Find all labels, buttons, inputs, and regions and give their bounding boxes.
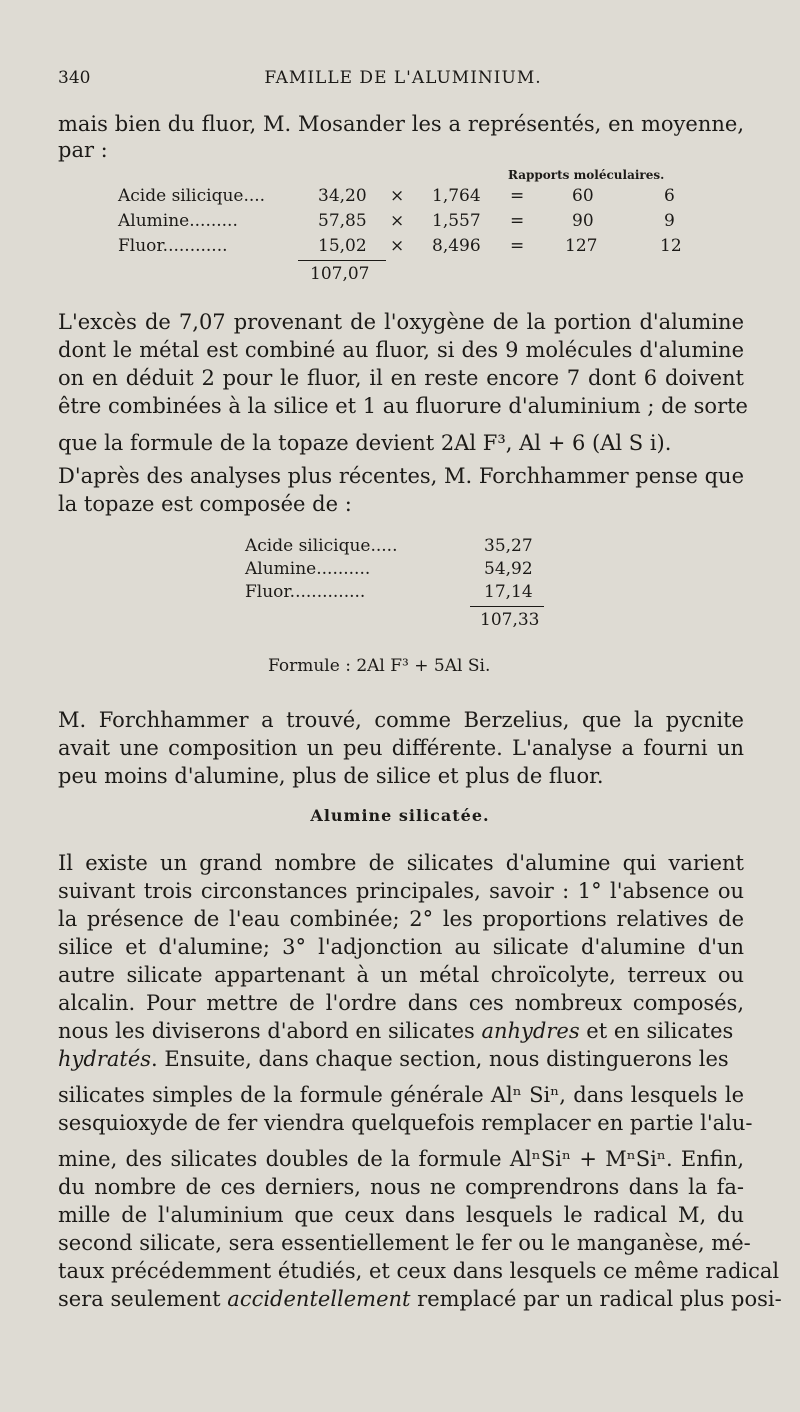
times-sign: × — [390, 186, 405, 206]
row-name: Acide silicique..... — [245, 536, 398, 556]
italic-term: anhydres — [481, 1019, 580, 1043]
row-value: 34,20 — [318, 186, 367, 206]
text-line-formula: que la formule de la topaze devient 2Al F³, Al + 6 (Al S i). — [58, 431, 672, 455]
row-value: 15,02 — [318, 236, 367, 256]
text-line: la présence de l'eau combinée; 2° les proportions relatives de — [58, 907, 744, 931]
page-header — [58, 68, 748, 92]
text-line — [58, 1045, 744, 1073]
formula: Formule : 2Al F³ + 5Al Si. — [268, 656, 491, 676]
text-line: M. Forchhammer a trouvé, comme Berzelius, que la pycnite — [58, 708, 744, 732]
text-line: sesquioxyde de fer viendra quelquefois remplacer en partie l'alu- — [58, 1111, 753, 1135]
text-line: être combinées à la silice et 1 au fluorure d'aluminium ; de sorte — [58, 394, 748, 418]
row-name: Fluor.............. — [245, 582, 366, 602]
sum-rule — [470, 606, 544, 607]
row-factor: 8,496 — [432, 236, 481, 256]
table-total: 107,33 — [480, 610, 540, 630]
text-line: alcalin. Pour mettre de l'ordre dans ces nombreux composés, — [58, 991, 744, 1015]
italic-term: accidentellement — [227, 1287, 411, 1311]
text-span: nous les diviserons d'abord en silicates — [58, 1019, 482, 1043]
italic-term: hydratés — [58, 1047, 152, 1071]
ratio: 60 — [572, 186, 594, 206]
equals-sign: = — [510, 186, 525, 206]
text-line: L'excès de 7,07 provenant de l'oxygène de la portion d'alumine — [58, 310, 744, 334]
row-value: 57,85 — [318, 211, 367, 231]
text-line: Il existe un grand nombre de silicates d'alumine qui varient — [58, 851, 744, 875]
table-total: 107,07 — [310, 264, 370, 284]
text-span: et en silicates — [579, 1019, 734, 1043]
text-line: suivant trois circonstances principales, savoir : 1° l'absence ou — [58, 879, 744, 903]
text-span: . Ensuite, dans chaque section, nous distinguerons les — [151, 1047, 729, 1071]
text-line: second silicate, sera essentiellement le fer ou le manganèse, mé- — [58, 1231, 751, 1255]
ratio: 127 — [565, 236, 598, 256]
row-value: 54,92 — [484, 559, 533, 579]
sum-rule — [298, 260, 386, 261]
times-sign: × — [390, 236, 405, 256]
text-line: mille de l'aluminium que ceux dans lesquels le radical M, du — [58, 1203, 744, 1227]
equals-sign: = — [510, 236, 525, 256]
page-number: 340 — [58, 68, 91, 88]
row-factor: 1,764 — [432, 186, 481, 206]
text-line-formula: silicates simples de la formule générale Alⁿ Siⁿ, dans lesquels le — [58, 1083, 744, 1107]
text-line: du nombre de ces derniers, nous ne comprendrons dans la fa- — [58, 1175, 744, 1199]
text-span: sera seulement — [58, 1287, 228, 1311]
row-factor: 1,557 — [432, 211, 481, 231]
text-line: D'après des analyses plus récentes, M. Forchhammer pense que — [58, 464, 744, 488]
text-line-formula: mine, des silicates doubles de la formule AlⁿSiⁿ + MⁿSiⁿ. Enfin, — [58, 1147, 744, 1171]
text-line: autre silicate appartenant à un métal chroïcolyte, terreux ou — [58, 963, 744, 987]
text-line: la topaze est composée de : — [58, 492, 352, 516]
ratio-simplified: 9 — [664, 211, 675, 231]
ratio: 90 — [572, 211, 594, 231]
table-header: Rapports moléculaires. — [508, 168, 665, 182]
row-name: Acide silicique.... — [118, 186, 266, 206]
text-span: remplacé par un radical plus posi- — [410, 1287, 782, 1311]
row-value: 35,27 — [484, 536, 533, 556]
row-name: Fluor............ — [118, 236, 228, 256]
text-line: peu moins d'alumine, plus de silice et plus de fluor. — [58, 764, 604, 788]
section-heading: Alumine silicatée. — [310, 806, 490, 825]
text-line: mais bien du fluor, M. Mosander les a représentés, en moyenne, — [58, 112, 744, 136]
ratio-simplified: 12 — [660, 236, 682, 256]
text-line: dont le métal est combiné au fluor, si des 9 molécules d'alumine — [58, 338, 744, 362]
times-sign: × — [390, 211, 405, 231]
running-title: FAMILLE DE L'ALUMINIUM. — [264, 68, 542, 88]
text-line: taux précédemment étudiés, et ceux dans lesquels ce même radical — [58, 1259, 780, 1283]
text-line: on en déduit 2 pour le fluor, il en reste encore 7 dont 6 doivent — [58, 366, 744, 390]
text-line — [58, 1285, 782, 1313]
text-line: par : — [58, 138, 108, 162]
text-line — [58, 1017, 744, 1045]
row-name: Alumine......... — [118, 211, 238, 231]
row-value: 17,14 — [484, 582, 533, 602]
equals-sign: = — [510, 211, 525, 231]
text-line: avait une composition un peu différente. L'analyse a fourni un — [58, 736, 744, 760]
ratio-simplified: 6 — [664, 186, 675, 206]
text-line: silice et d'alumine; 3° l'adjonction au silicate d'alumine d'un — [58, 935, 744, 959]
row-name: Alumine.......... — [245, 559, 371, 579]
